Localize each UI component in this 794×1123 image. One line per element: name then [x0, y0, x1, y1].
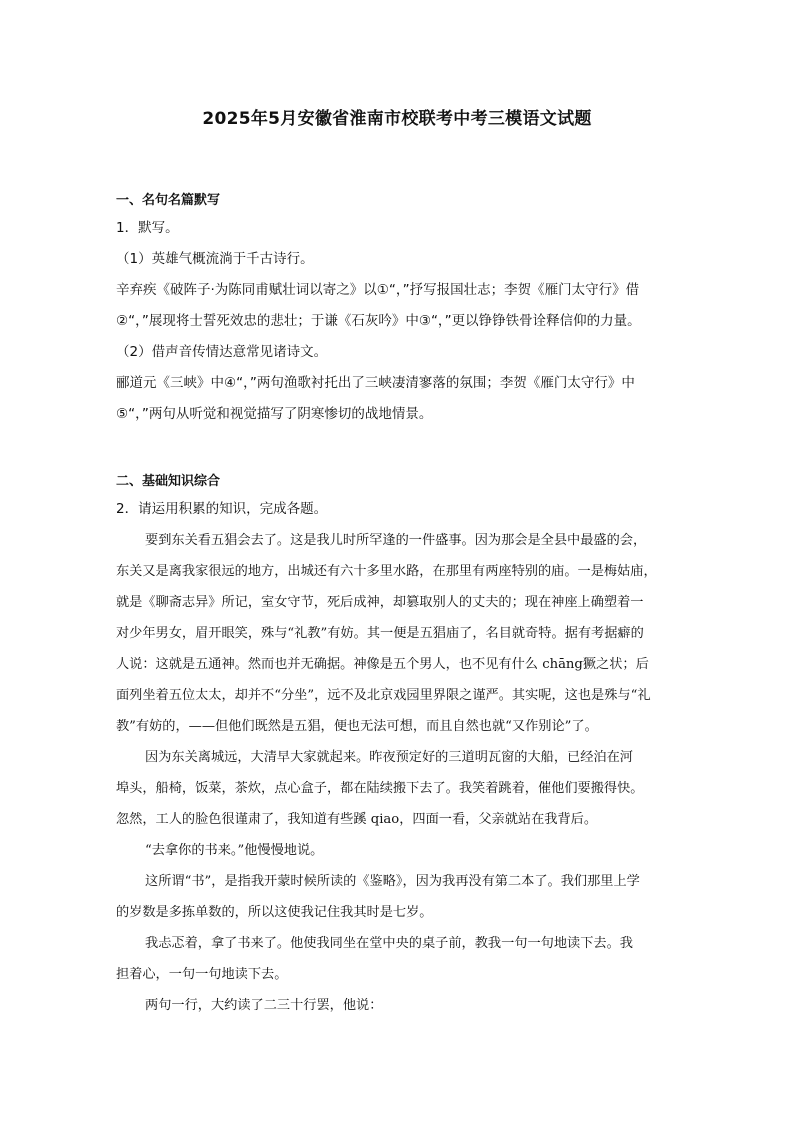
reading-passage [116, 525, 678, 1021]
passage-paragraph [116, 928, 678, 990]
passage-line: 东关又是离我家很远的地方，出城还有六十多里水路，在那里有两座特别的庙。一是梅姑庙， [116, 564, 657, 579]
document-title: 2025年5月安徽省淮南市校联考中考三模语文试题 [202, 109, 592, 129]
question-line: 郦道元《三峡》中④“，”两句渔歌衬托出了三峡凄清寥落的氛围；李贺《雁门太守行》中 [116, 375, 635, 391]
section-name-sentence-dictation [116, 189, 678, 430]
question-line: 2．请运用积累的知识，完成各题。 [116, 501, 328, 517]
question-line: （1）英雄气概流淌于千古诗行。 [116, 251, 314, 267]
passage-line: 就是《聊斋志异》所记，室女守节，死后成神，却篡取别人的丈夫的；现在神座上确塑着一 [116, 595, 644, 610]
passage-line: 人说：这就是五通神。然而也并无确据。神像是五个男人，也不见有什么 chāng獗之状；后 [116, 657, 649, 672]
question-line: ⑤“，”两句从听觉和视觉描写了阴寒惨切的战地情景。 [116, 406, 433, 422]
passage-line: 我忐忑着，拿了书来了。他使我同坐在堂中央的桌子前，教我一句一句地读下去。我 [145, 936, 633, 951]
passage-line: 埠头，船椅，饭菜，茶炊，点心盒子，都在陆续搬下去了。我笑着跳着，催他们要搬得快。 [116, 781, 644, 796]
section-heading: 一、名句名篇默写 [116, 193, 221, 208]
question-line: （2）借声音传情达意常见诸诗文。 [116, 344, 328, 360]
passage-paragraph [116, 866, 678, 928]
passage-paragraph [116, 835, 678, 866]
passage-line: 面列坐着五位太太，却并不“分坐”，远不及北京戏园里界限之谨严。其实呢，这也是殊与“礼 [116, 688, 651, 703]
passage-line: 忽然，工人的脸色很谨肃了，我知道有些蹊 qiao，四面一看，父亲就站在我背后。 [116, 812, 598, 827]
passage-paragraph [116, 990, 678, 1021]
section-basic-knowledge [116, 470, 678, 1021]
question-line: ②“，”展现将士誓死效忠的悲壮；于谦《石灰吟》中③“，”更以铮铮铁骨诠释信仰的力量。 [116, 313, 641, 329]
passage-line: 要到东关看五猖会去了。这是我儿时所罕逢的一件盛事。因为那会是全县中最盛的会， [145, 533, 647, 548]
passage-line: 对少年男女，眉开眼笑，殊与“礼教”有妨。其一便是五猖庙了，名目就奇特。据有考据癖的 [116, 626, 644, 641]
passage-line: 担着心，一句一句地读下去。 [116, 967, 288, 982]
question-line: 1．默写。 [116, 220, 179, 236]
question-line: 辛弃疾《破阵子·为陈同甫赋壮词以寄之》以①“，”抒写报国壮志；李贺《雁门太守行》借 [116, 282, 640, 298]
passage-line: 因为东关离城远，大清早大家就起来。昨夜预定好的三道明瓦窗的大船，已经泊在河 [145, 750, 633, 765]
section-heading: 二、基础知识综合 [116, 474, 221, 489]
passage-line: 两句一行，大约读了二三十行罢，他说： [145, 998, 383, 1013]
passage-line: “去拿你的书来。”他慢慢地说。 [145, 843, 324, 858]
passage-line: 的岁数是多拣单数的，所以这使我记住我其时是七岁。 [116, 905, 433, 920]
passage-paragraph [116, 525, 678, 742]
passage-line: 这所谓“书”，是指我开蒙时候所读的《鉴略》，因为我再没有第二本了。我们那里上学 [145, 874, 640, 889]
passage-line: 教”有妨的，——但他们既然是五猖，便也无法可想，而且自然也就“又作别论”了。 [116, 719, 598, 734]
passage-paragraph [116, 742, 678, 835]
